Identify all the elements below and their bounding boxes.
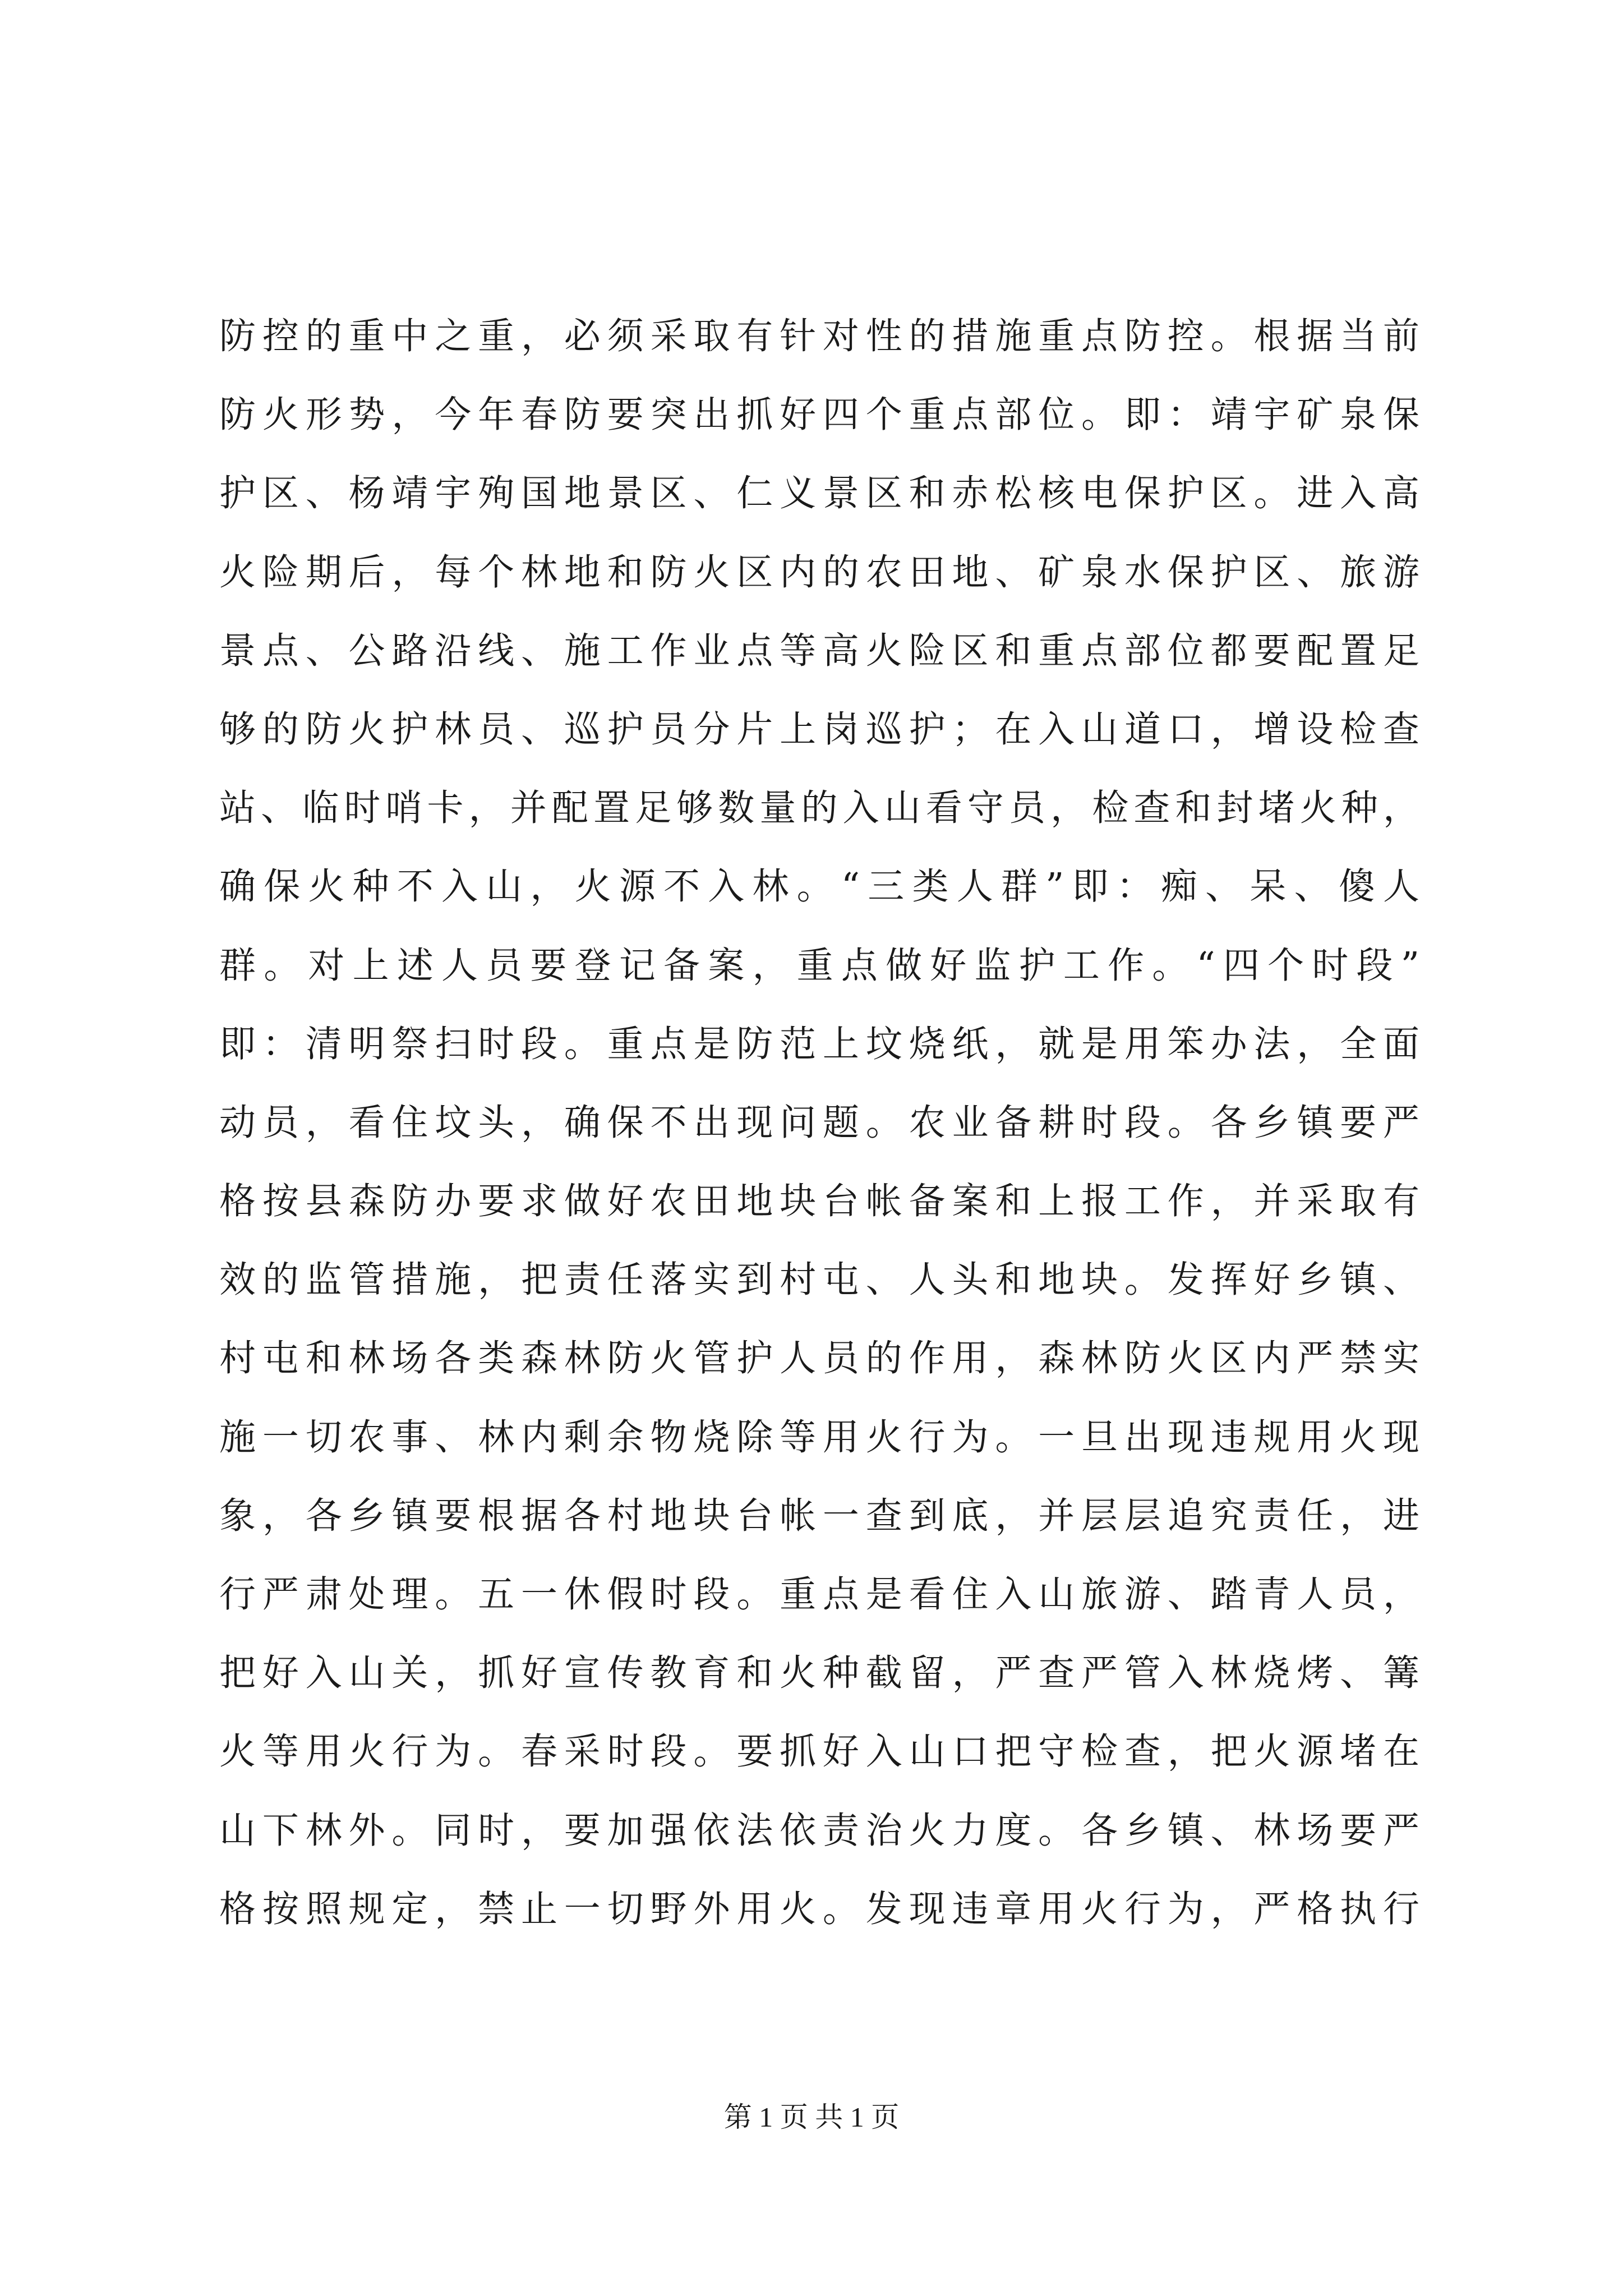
body-text bbox=[219, 297, 1419, 1949]
text-line: 护区、杨靖宇殉国地景区、仁义景区和赤松核电保护区。进入高 bbox=[219, 472, 1419, 515]
text-line: 确保火种不入山，火源不入林。“三类人群”即：痴、呆、傻人 bbox=[219, 866, 1419, 908]
text-line: 站、临时哨卡，并配置足够数量的入山看守员，检查和封堵火种， bbox=[219, 787, 1419, 830]
text-line: 防火形势，今年春防要突出抓好四个重点部位。即：靖宇矿泉保 bbox=[219, 394, 1419, 436]
page-footer bbox=[0, 2099, 1623, 2135]
text-line: 效的监管措施，把责任落实到村屯、人头和地块。发挥好乡镇、 bbox=[219, 1259, 1419, 1301]
text-line: 格按照规定，禁止一切野外用火。发现违章用火行为，严格执行 bbox=[219, 1888, 1419, 1930]
text-line: 村屯和林场各类森林防火管护人员的作用，森林防火区内严禁实 bbox=[219, 1337, 1419, 1380]
text-line: 施一切农事、林内剩余物烧除等用火行为。一旦出现违规用火现 bbox=[219, 1416, 1419, 1458]
text-line: 防控的重中之重，必须采取有针对性的措施重点防控。根据当前 bbox=[219, 315, 1419, 357]
text-line: 群。对上述人员要登记备案，重点做好监护工作。“四个时段” bbox=[219, 944, 1419, 987]
text-line: 动员，看住坟头，确保不出现问题。农业备耕时段。各乡镇要严 bbox=[219, 1101, 1419, 1144]
text-line: 把好入山关，抓好宣传教育和火种截留，严查严管入林烧烤、篝 bbox=[219, 1652, 1419, 1695]
page-number-label: 第 1 页 共 1 页 bbox=[723, 2101, 900, 2133]
text-line: 象，各乡镇要根据各村地块台帐一查到底，并层层追究责任，进 bbox=[219, 1494, 1419, 1537]
text-line: 即：清明祭扫时段。重点是防范上坟烧纸，就是用笨办法，全面 bbox=[219, 1023, 1419, 1065]
text-line: 景点、公路沿线、施工作业点等高火险区和重点部位都要配置足 bbox=[219, 629, 1419, 672]
text-line: 格按县森防办要求做好农田地块台帐备案和上报工作，并采取有 bbox=[219, 1180, 1419, 1223]
text-line: 火等用火行为。春采时段。要抓好入山口把守检查，把火源堵在 bbox=[219, 1731, 1419, 1773]
text-line: 行严肃处理。五一休假时段。重点是看住入山旅游、踏青人员， bbox=[219, 1573, 1419, 1616]
text-line: 够的防火护林员、巡护员分片上岗巡护；在入山道口，增设检查 bbox=[219, 708, 1419, 751]
text-line: 山下林外。同时，要加强依法依责治火力度。各乡镇、林场要严 bbox=[219, 1809, 1419, 1852]
text-line: 火险期后，每个林地和防火区内的农田地、矿泉水保护区、旅游 bbox=[219, 551, 1419, 593]
